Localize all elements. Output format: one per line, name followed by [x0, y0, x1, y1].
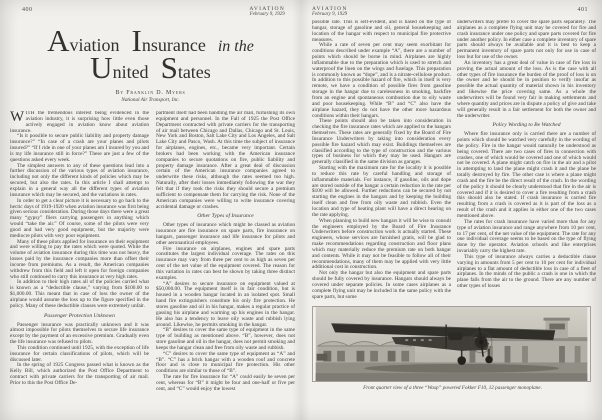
body-paragraph: Fire insurance on airplanes, engines and spare parts constitutes the largest individual coverage. The rates on this insurance may vary from three per cent to as high as seven per cent of the net value of the equipment covered. The reason for this variation in rates can best be shown by taking three distinct examples.	[156, 245, 295, 281]
body-paragraph: partment itself had been handling the air mail, furnishing its own equipment and personnel. In the Fall of 1925 the Post Office Department contracted with private carriers for the transporting of air mail between Chicago and Dallas, Chicago and St. Louis, New York and Boston, Salt Lake City and Los Angeles, and Salt Lake City and Pasco, Wash. At this time the subject of insurance for airplanes, engines, etc., became very important. Certain brokers had been working with the American insurance companies to secure quotations on fire, public liability and property damage insurance. After a great deal of discussion certain of the American insurance companies agreed to underwrite these risks, although the rates seemed too high. Naturally, after their losses immediately following the war they felt that if they took the risks they should secure a premium sufficient to compensate them for carrying the risk. None of the American companies were willing to write insurance covering accidental damage or crashes.	[156, 111, 295, 210]
title-initial: U	[90, 50, 113, 85]
title-word	[160, 50, 211, 85]
body-paragraph: Many of these pilots applied for insurance on their equipment and were willing to pay the rates which were quoted. While the volume of aviation insurance during this time was not heavy, the losses paid by the insurance companies more than offset their income from premiums. As a result, the American companies withdrew from this field and left it open for foreign companies who still continued to carry this insurance at very high rates.	[10, 238, 149, 280]
author-affiliation: National Air Transport, Inc.	[121, 96, 180, 103]
photo-caption: Front quarter view of a three “Wasp” powered Fokker F10, 12 passenger monoplane.	[363, 385, 542, 391]
body-paragraph: WITH the tremendous interest being evidenced in the aviation industry, it is surprising how little even those actively engaged in aviation know about aviation insurance.	[10, 111, 149, 134]
right-page-column-1	[312, 20, 451, 303]
magazine-name: AVIATION	[312, 6, 348, 12]
body-paragraph: “A” desires to secure insurance on equipment valued at $50,000.00. The equipment itself is in fair condition, but is housed in a wooden hangar located in an isolated spot. Small hand fire extinguishers constitute his only fire protection. He stores gasoline and oil in his hangar, makes a regular practice of gassing his airplane and warming up his engines in the hangar. He also has a tendency to leave oily waste and rubbish lying around. Likewise, he permits smoking in the hangar.	[156, 280, 295, 328]
masthead-left	[249, 6, 285, 18]
left-page-column-2	[156, 111, 295, 414]
title-initial: A	[47, 23, 70, 58]
page-number-left: 400	[22, 7, 33, 13]
photo-figure	[312, 306, 593, 391]
author-name: By Franklin D. Myers	[115, 90, 186, 96]
title-line-2	[0, 50, 301, 85]
body-paragraph: In the spring of 1925 Congress passed what is known as the Kelly Bill, which authorized the Post Office Department to contract with private carriers for the transporting of air mail. Prior to this the Post Office De-	[10, 362, 149, 386]
left-page-column-1	[10, 111, 149, 414]
body-paragraph: The simplest answers to any of these questions lead into a further discussion of the various types of aviation insurance, including not only the different kinds of policies which may be secured, but also the rates. In this article I shall attempt to explain in a general way all the different types of aviation insurance which may be secured, and the variations in rates.	[10, 162, 149, 198]
byline	[0, 90, 301, 103]
title-rest: nsurance	[141, 35, 206, 55]
body-paragraph: This condition continued until 1925, with the exception of life insurance for certain classifications of pilots, which will be discussed later.	[10, 344, 149, 363]
body-paragraph: Passenger insurance was practically unknown and it was almost impossible for pilots themselves to secure life insurance except by the payment of an excessive premium. Gradually even the life insurance was refused to pilots.	[10, 321, 149, 346]
body-paragraph: “Is it possible to secure public liability and property damage insurance?” “In case of a crash are your planes and pilots insured?” “If I ride in one of your planes am I insured by you and is my life insurance still in force?” These are just a few of the questions asked every week.	[10, 133, 149, 163]
body-paragraph: In order to get a clear picture it is necessary to go back to the hectic days of 1919-1920 when aviation insurance was first being given serious consideration. During those days there were a great many “gypsy” fliers carrying passengers in anything which would “take the air.” Of course, some of the pilots were very good and had very good equipment, but the majority were mediocre pilots with very poor equipment.	[10, 197, 149, 239]
body-paragraph: Other types of insurance which might be classed as aviation insurance are fire insurance on spare parts, fire insurance on hangars, passenger insurance and life insurance for pilots and other aeronautical employees.	[156, 222, 295, 246]
body-paragraph: The rate for fire insurance for “A” could easily be seven per cent, whereas for “B” it might be four and one-half or five per cent, and “C” would enjoy the lowest	[156, 374, 295, 392]
body-paragraph: When planning to build new hangars it will be wise to consult the engineers employed by the Board of Fire Insurance Underwriters before construction work is actually started. These engineers, whose services are furnished gratis, will be glad to make recommendations regarding construction and floor plans which may materially reduce the premium rate on both hangar and contents. While it may not be feasible to follow all of their recommendations, many of them may be applied with very little additional cost in construction.	[312, 217, 451, 271]
body-paragraph: Starting with the maximum rate for the locality it is possible to reduce this rate by careful handling and storage of inflammable materials. For instance, if gasoline, oils and dope are stored outside of the hangar a certain reduction in the rate per $100 will be allowed. Further reductions can be secured by not starting the engines in the hangars and by keeping the building itself clean and free from oily waste and rubbish. Even the location and type of heating plant will have a direct bearing on the rate applying.	[312, 165, 451, 218]
title-initial: S	[160, 50, 178, 85]
right-page-column-2	[457, 20, 596, 303]
body-paragraph: “B” desires to cover the same type of equipment in the same type of building as mentioned above. “B”, however, does not store gasoline and oil in the hangar, does not permit smoking and keeps the hangar clean and free from oily waste and rubbish.	[156, 327, 295, 351]
section-heading: Policy Wording to Be Watched	[492, 122, 561, 129]
body-paragraph: possible rate. This is self-evident, and is based on the type of hangar, storage of gasoline and oil, general housekeeping and location of the hangar with respect to municipal fire protective measures.	[312, 20, 451, 43]
issue-date: February 9, 1929	[249, 12, 285, 18]
title-line-1	[0, 23, 301, 58]
fokker-f10-photo	[312, 306, 591, 382]
title-rest: tates	[177, 62, 211, 82]
body-paragraph: In addition to their high rates all of the policies carried what is known as a “deductible clause,” varying from $100.00 to $1,000.00. This meant that in case of loss the owner of the airplane would assume the loss up to the figure specified in the policy. Many of these deductible clauses were extremely unfair.	[10, 279, 149, 309]
magazine-name: AVIATION	[249, 6, 285, 12]
body-paragraph: This type of insurance always carries a deductible clause varying in amounts from 5 per cent to 10 per cent for individual airplanes to a flat amount of deductible loss in case of a fleet of airplanes. In the minds of the public a crash is one in which the plane falls from the air to the ground. There are any number of other types of losses	[457, 253, 596, 290]
drop-cap: W	[10, 111, 25, 125]
masthead-right	[312, 6, 348, 18]
body-paragraph: underwriters may prefer to cover the spare parts separately. The airplanes as a complete flying unit may be covered for fire and crash insurance under one policy and spare parts covered for fire under another policy. In either case a complete inventory of spare parts should always be available and it is best to keep a permanent inventory of spare parts not only for use in case of loss but for use of the owner.	[457, 20, 596, 61]
page-number-right: 401	[577, 7, 588, 13]
body-paragraph: “C” desires to cover the same type of equipment as “A” and “B”. “C” has a brick hangar with a wooden roof and concrete floor and is close to municipal fire protection. His other conditions are similar to those of “B”.	[156, 350, 295, 375]
body-paragraph: Where fire insurance only is carried there are a number of points which should be watched very carefully in the wording of the policy. Fire in the hangar would naturally be understood as being covered. There are two cases of fires in connection with crashes, one of which would be covered and one of which would not be covered. A plane might catch on fire in the air and a pilot in attempting to land the plane might crash it and the plane be totally destroyed by fire. The other case is where a plane might crash and the fire be the direct result of the crash. In the wording of the policy it should be clearly understood that fire in the air is covered and if it is desired to cover a fire resulting from a crash this should also be stated. If crash insurance is carried fire resulting from a crash is covered as it is part of the loss as a result of the crash and it applies in either one of the two cases mentioned above.	[457, 131, 596, 219]
title-rest: nited	[112, 62, 149, 82]
title-italic: in the	[217, 38, 254, 55]
title-rest: viation	[69, 35, 120, 55]
body-paragraph: These points should also be taken into consideration in checking the fire insurance rates which are applied to the hangars themselves. These rates are generally fixed by the Board of Fire Insurance Underwriters by taking into consideration every possible fire hazard which may exist. Buildings themselves are classified according to the type of construction and the various types of business for which they may be used. Hangars are generally classified in the same division as garages.	[312, 118, 451, 166]
body-paragraph: An inventory has a great deal of value in case of fire loss in proving the actual amount of the loss. As is the case with all other types of fire insurance the burden of the proof of loss is on the owner and he should be in position to verify insofar as possible the actual quantity of material shown in his inventory and likewise the price covering same. As a whole the underwriters will be found very fair in making settlements and where quantity and prices are in dispute a policy of give and take will generally result in a fair settlement for both the owner and the underwriter.	[457, 59, 596, 119]
issue-date: February 9, 1929	[312, 12, 348, 18]
title-word	[90, 50, 149, 85]
title-initial: I	[131, 23, 142, 58]
body-paragraph: The rates for crash insurance have varied more than for any type of aviation insurance and range anywhere from 10 per cent, to 17 per cent, of the net value of the equipment. The rate for any one individual coverage seems to be based on the type of flying done by the operator. Aviation schools and like enterprises invariably carry the highest rate.	[457, 218, 596, 255]
article-title	[0, 23, 301, 85]
section-heading: Other Types of Insurance	[197, 213, 254, 220]
body-paragraph: Not only the hangar but also the equipment and spare parts should be fully covered by insurance. Hangars should always be covered under separate policies. In some cases airplanes as a complete flying unit may be included in the same policy with the spare parts, but some	[312, 270, 451, 300]
section-heading: Passenger Protection Unknown	[44, 312, 115, 319]
body-paragraph: While a rate of seven per cent may seem exorbitant for conditions described under example “A”, there are a number of points which should be borne in mind. Airplanes are highly inflammable due to the preparation which is used to stretch and waterproof the linen on the wings and fuselage. This preparation is commonly known as “dope”, and is a nitrate-cellulose product. In addition to this possible hazard of fire, which in itself is very remote, we have a condition of possible fires from gasoline storage in the hangar due to carelessness in smoking, backfire from an engine and spontaneous combustion due to oily waste and poor housekeeping. While “B” and “C” also have the airplane hazard, they do not have the other more hazardous conditions within their hangars.	[312, 42, 451, 119]
page-401	[301, 0, 602, 420]
